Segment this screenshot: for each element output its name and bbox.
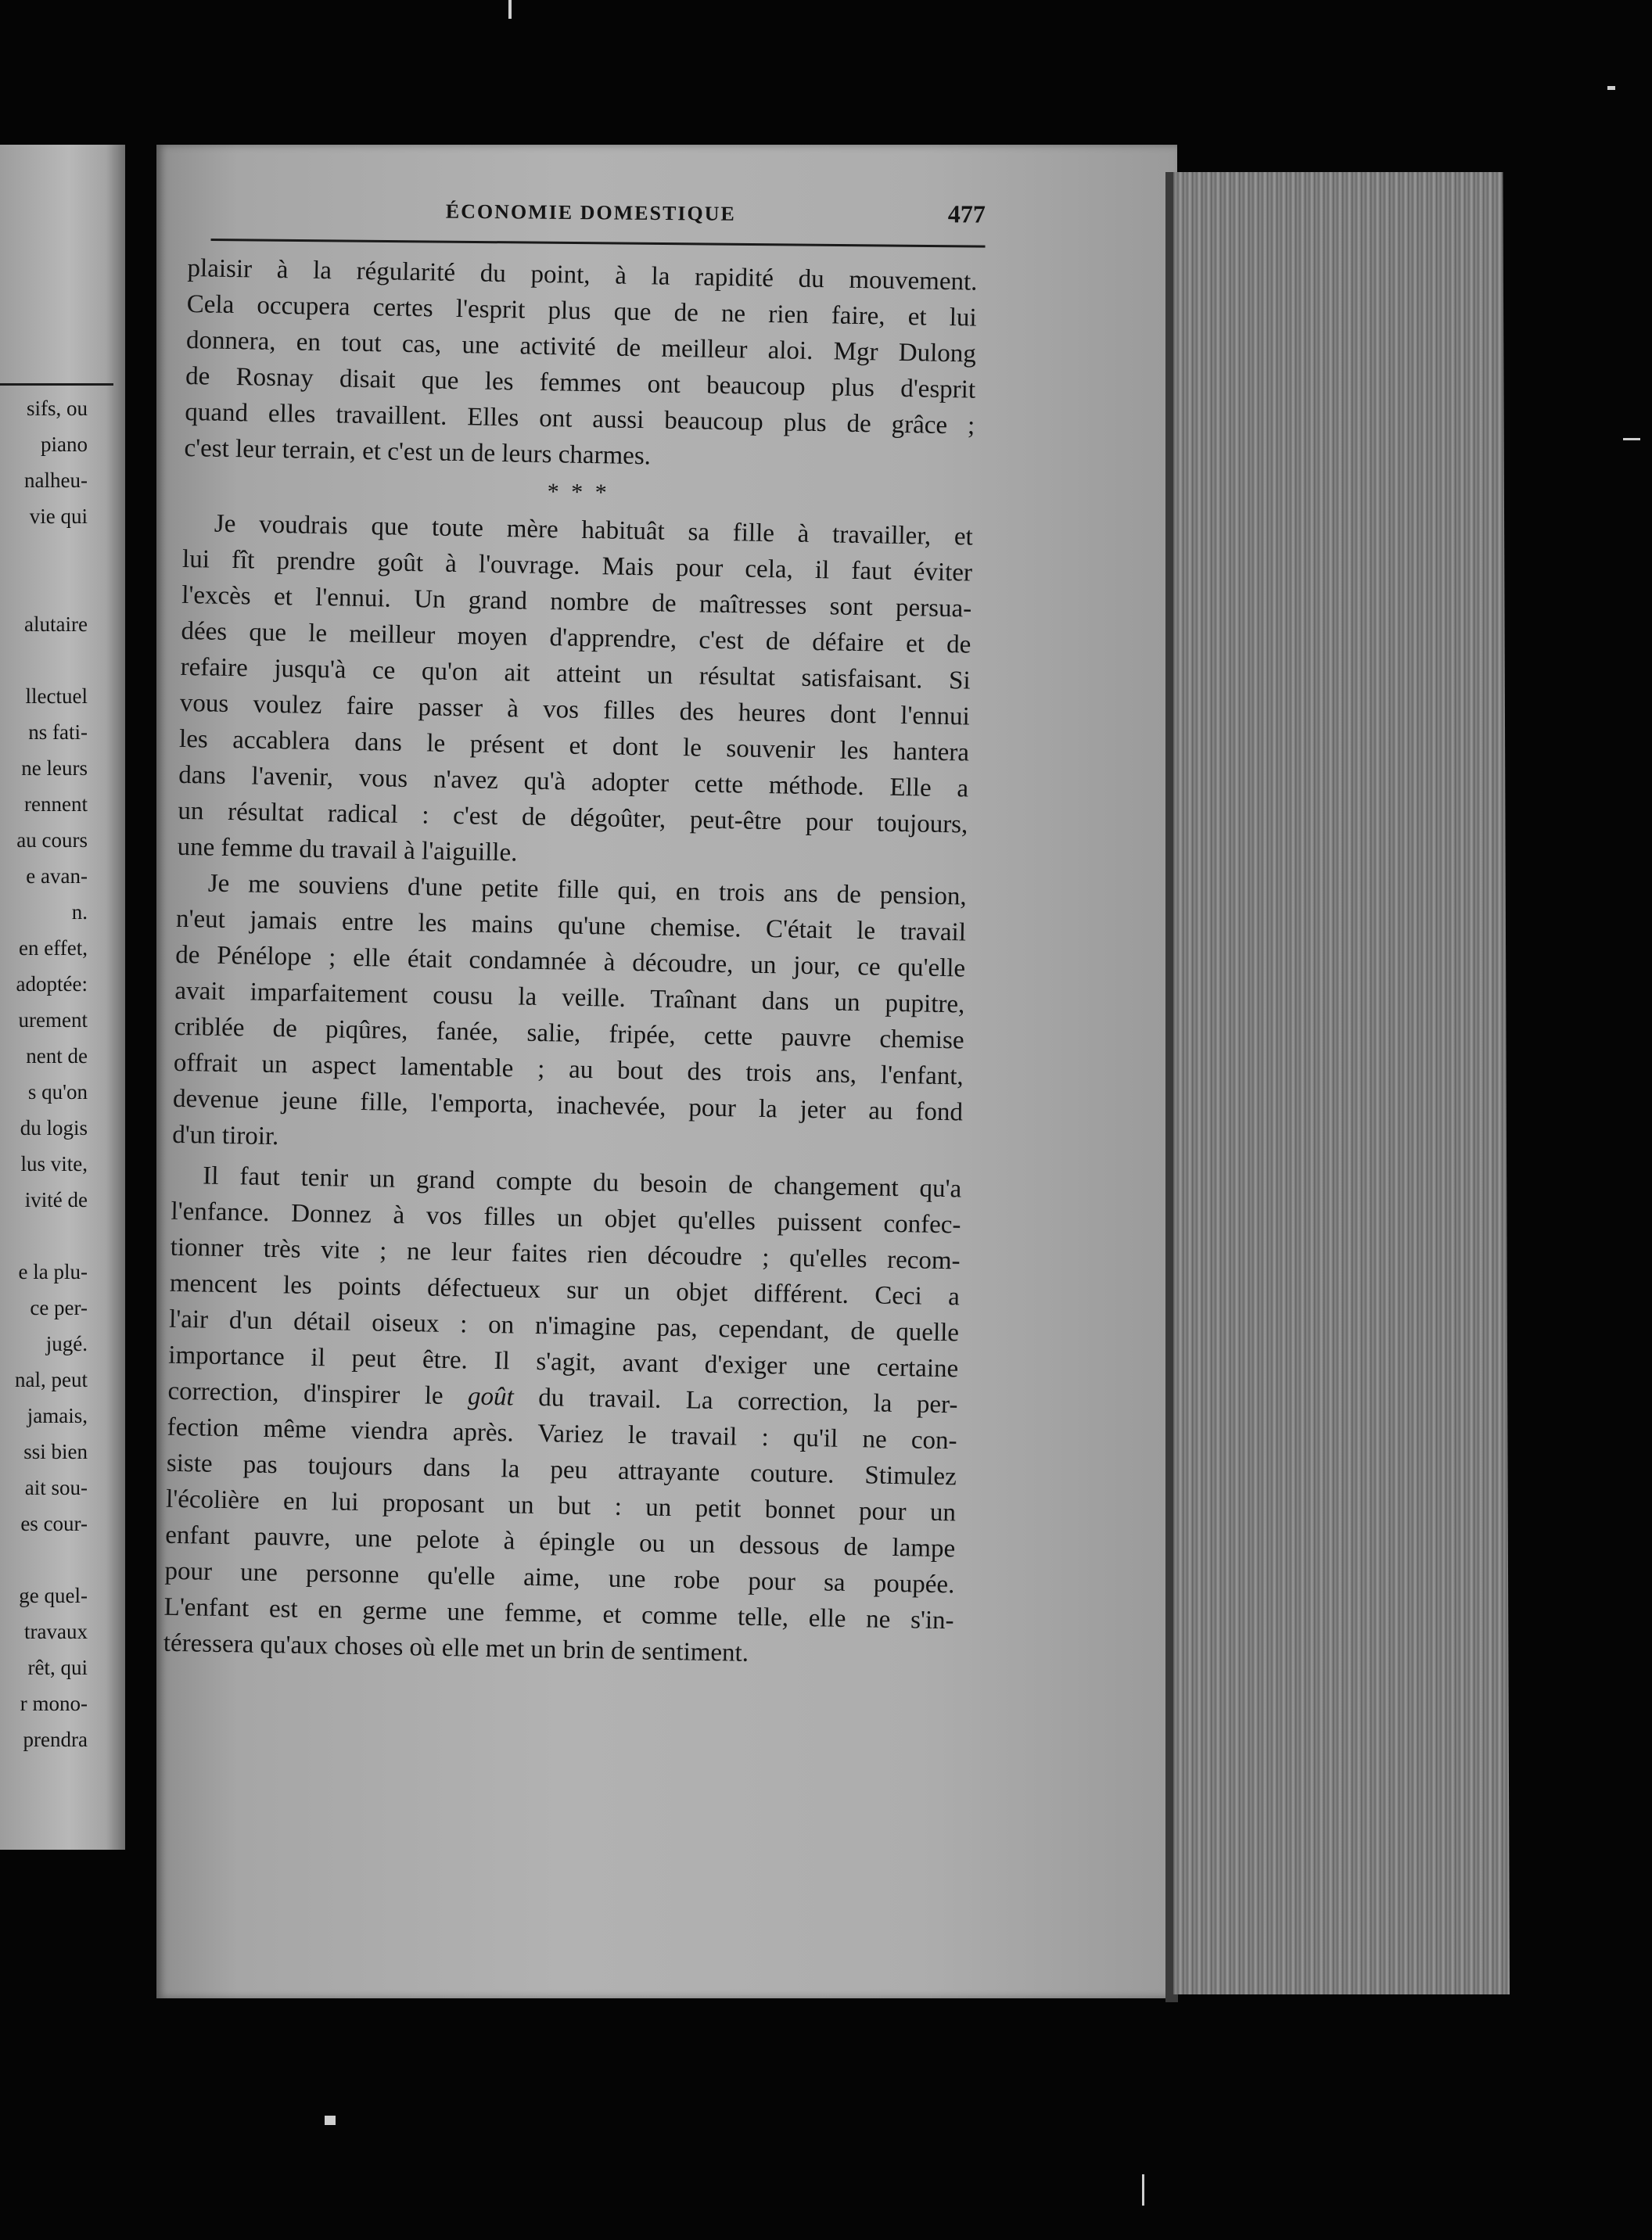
text-line: enfant pauvre, une pelote à épingle ou un dessous de lampe <box>165 1520 956 1563</box>
previous-page-line: adoptée: <box>16 972 88 996</box>
previous-page-line: au cours <box>16 828 88 852</box>
text-line: Je me souviens d'une petite fille qui, en trois ans de pension, <box>207 869 968 911</box>
text-line: Je voudrais que toute mère habituât sa fille à travailler, et <box>214 509 974 551</box>
running-head: ÉCONOMIE DOMESTIQUE <box>445 199 736 225</box>
previous-page-line: piano <box>41 433 88 456</box>
previous-page-line: ssi bien <box>23 1440 88 1463</box>
previous-page-line: es cour- <box>20 1512 88 1535</box>
text-line: tionner très vite ; ne leur faites rien découdre ; qu'elles recom- <box>170 1233 961 1276</box>
text-line: avait imparfaitement cousu la veille. Traînant dans un pupitre, <box>174 976 965 1019</box>
scan-speck <box>325 2116 336 2125</box>
text-line: devenue jeune fille, l'emporta, inachevée, pour la jeter au fond <box>172 1084 964 1127</box>
page-stack-edge <box>1173 172 1510 1994</box>
previous-page-line: r mono- <box>20 1692 88 1715</box>
text-line: c'est leur terrain, et c'est un de leurs charmes. <box>184 433 652 471</box>
previous-page-line: travaux <box>24 1620 88 1643</box>
previous-page-line: prendra <box>23 1728 88 1751</box>
previous-page-line: rêt, qui <box>27 1656 88 1679</box>
text-line: l'écolière en lui proposant un but : un petit bonnet pour un <box>165 1484 957 1527</box>
text-line: l'enfance. Donnez à vos filles un objet qu'elles puissent confec- <box>171 1197 961 1240</box>
text-line: de Pénélope ; elle était condamnée à découdre, un jour, ce qu'elle <box>174 940 966 983</box>
previous-page-line: en effet, <box>19 936 88 960</box>
text-line: quand elles travaillent. Elles ont aussi beaucoup plus de grâce ; <box>185 397 975 440</box>
previous-page-line: jamais, <box>27 1404 88 1427</box>
paragraph <box>177 505 973 879</box>
previous-page-line: ce per- <box>30 1296 88 1319</box>
previous-page-line: s qu'on <box>27 1080 88 1104</box>
text-line: donnera, en tout cas, une activité de meilleur aloi. Mgr Dulong <box>185 325 977 368</box>
text-line: l'excès et l'ennui. Un grand nombre de maîtresses sont persua- <box>181 580 972 623</box>
previous-page-fragment <box>0 145 125 1850</box>
previous-page-line: jugé. <box>45 1332 88 1355</box>
text-line: de Rosnay disait que les femmes ont beaucoup plus d'esprit <box>185 361 976 404</box>
previous-page-line: nal, peut <box>15 1368 88 1391</box>
previous-page-line: vie qui <box>29 504 88 528</box>
previous-page-line: ge quel- <box>19 1584 88 1607</box>
text-line: d'un tiroir. <box>171 1120 279 1151</box>
previous-page-line: urement <box>18 1008 88 1032</box>
text-line: dans l'avenir, vous n'avez qu'à adopter cette méthode. Elle a <box>178 760 969 803</box>
previous-page-line: ait sou- <box>24 1476 88 1499</box>
previous-page-line: llectuel <box>25 684 88 708</box>
body-text <box>163 250 978 1675</box>
previous-page-line: ne leurs <box>21 756 88 780</box>
page-header <box>210 198 985 252</box>
text-line: offrait un aspect lamentable ; au bout des trois ans, l'enfant, <box>173 1048 964 1091</box>
page-number: 477 <box>947 199 986 228</box>
scan-speck <box>1623 438 1640 440</box>
text-line: pour une personne qu'elle aime, une robe pour sa poupée. <box>164 1556 955 1599</box>
text-line: vous voulez faire passer à vos filles des heures dont l'ennui <box>179 688 971 731</box>
text-line: refaire jusqu'à ce qu'on ait atteint un résultat satisfaisant. Si <box>180 652 971 695</box>
previous-page-text <box>0 145 125 1850</box>
text-line: lui fît prendre goût à l'ouvrage. Mais pour cela, il faut éviter <box>181 544 973 587</box>
text-line: importance il peut être. Il s'agit, avant d'exiger une certaine <box>168 1341 959 1384</box>
previous-page-line: n. <box>71 900 88 924</box>
previous-page-line: rennent <box>24 792 88 816</box>
previous-page-line: du logis <box>20 1116 88 1140</box>
previous-page-line: e avan- <box>26 864 88 888</box>
text-line: siste pas toujours dans la peu attrayante couture. Stimulez <box>166 1448 957 1492</box>
scan-speck <box>1142 2174 1144 2206</box>
text-line: fection même viendra après. Variez le travail : qu'il ne con- <box>167 1413 957 1456</box>
paragraph <box>184 250 978 480</box>
text-line: dées que le meilleur moyen d'apprendre, c'est de défaire et de <box>181 616 971 659</box>
paragraph <box>163 1158 962 1675</box>
text-line: un résultat radical : c'est de dégoûter, peut-être pour toujours, <box>178 796 968 839</box>
previous-page-line: lus vite, <box>20 1152 88 1176</box>
previous-page-line: alutaire <box>24 612 88 636</box>
scan-speck <box>508 0 512 19</box>
previous-page-line: e la plu- <box>18 1260 88 1283</box>
previous-page-line: sifs, ou <box>26 397 88 420</box>
text-line: criblée de piqûres, fanée, salie, fripée, cette pauvre chemise <box>174 1012 964 1055</box>
previous-page-line: nalheu- <box>24 468 88 492</box>
text-line: une femme du travail à l'aiguille. <box>177 832 518 867</box>
scan-speck <box>1607 86 1615 90</box>
text-line: plaisir à la régularité du point, à la rapidité du mouvement. <box>187 253 978 296</box>
text-line: n'eut jamais entre les mains qu'une chemise. C'était le travail <box>175 904 967 947</box>
text-line: mencent les points défectueux sur un objet différent. Ceci a <box>169 1269 961 1312</box>
previous-page-line: ivité de <box>24 1188 88 1212</box>
text-line: les accablera dans le présent et dont le souvenir les hantera <box>178 724 970 767</box>
text-line: l'air d'un détail oiseux : on n'imagine pas, cependant, de quelle <box>168 1305 960 1348</box>
text-line: Cela occupera certes l'esprit plus que de ne rien faire, et lui <box>186 289 977 332</box>
text-line: L'enfant est en germe une femme, et comme telle, elle ne s'in- <box>163 1592 954 1635</box>
paragraph <box>172 865 967 1167</box>
text-line: Il faut tenir un grand compte du besoin de changement qu'a <box>203 1161 962 1204</box>
text-line: correction, d'inspirer le goût du travail. La correction, la per- <box>167 1377 958 1420</box>
text-line: téressera qu'aux choses où elle met un brin de sentiment. <box>163 1628 749 1667</box>
previous-page-line: ns fati- <box>28 720 88 744</box>
section-separator: * * * <box>547 479 610 506</box>
previous-page-line: nent de <box>26 1044 88 1068</box>
